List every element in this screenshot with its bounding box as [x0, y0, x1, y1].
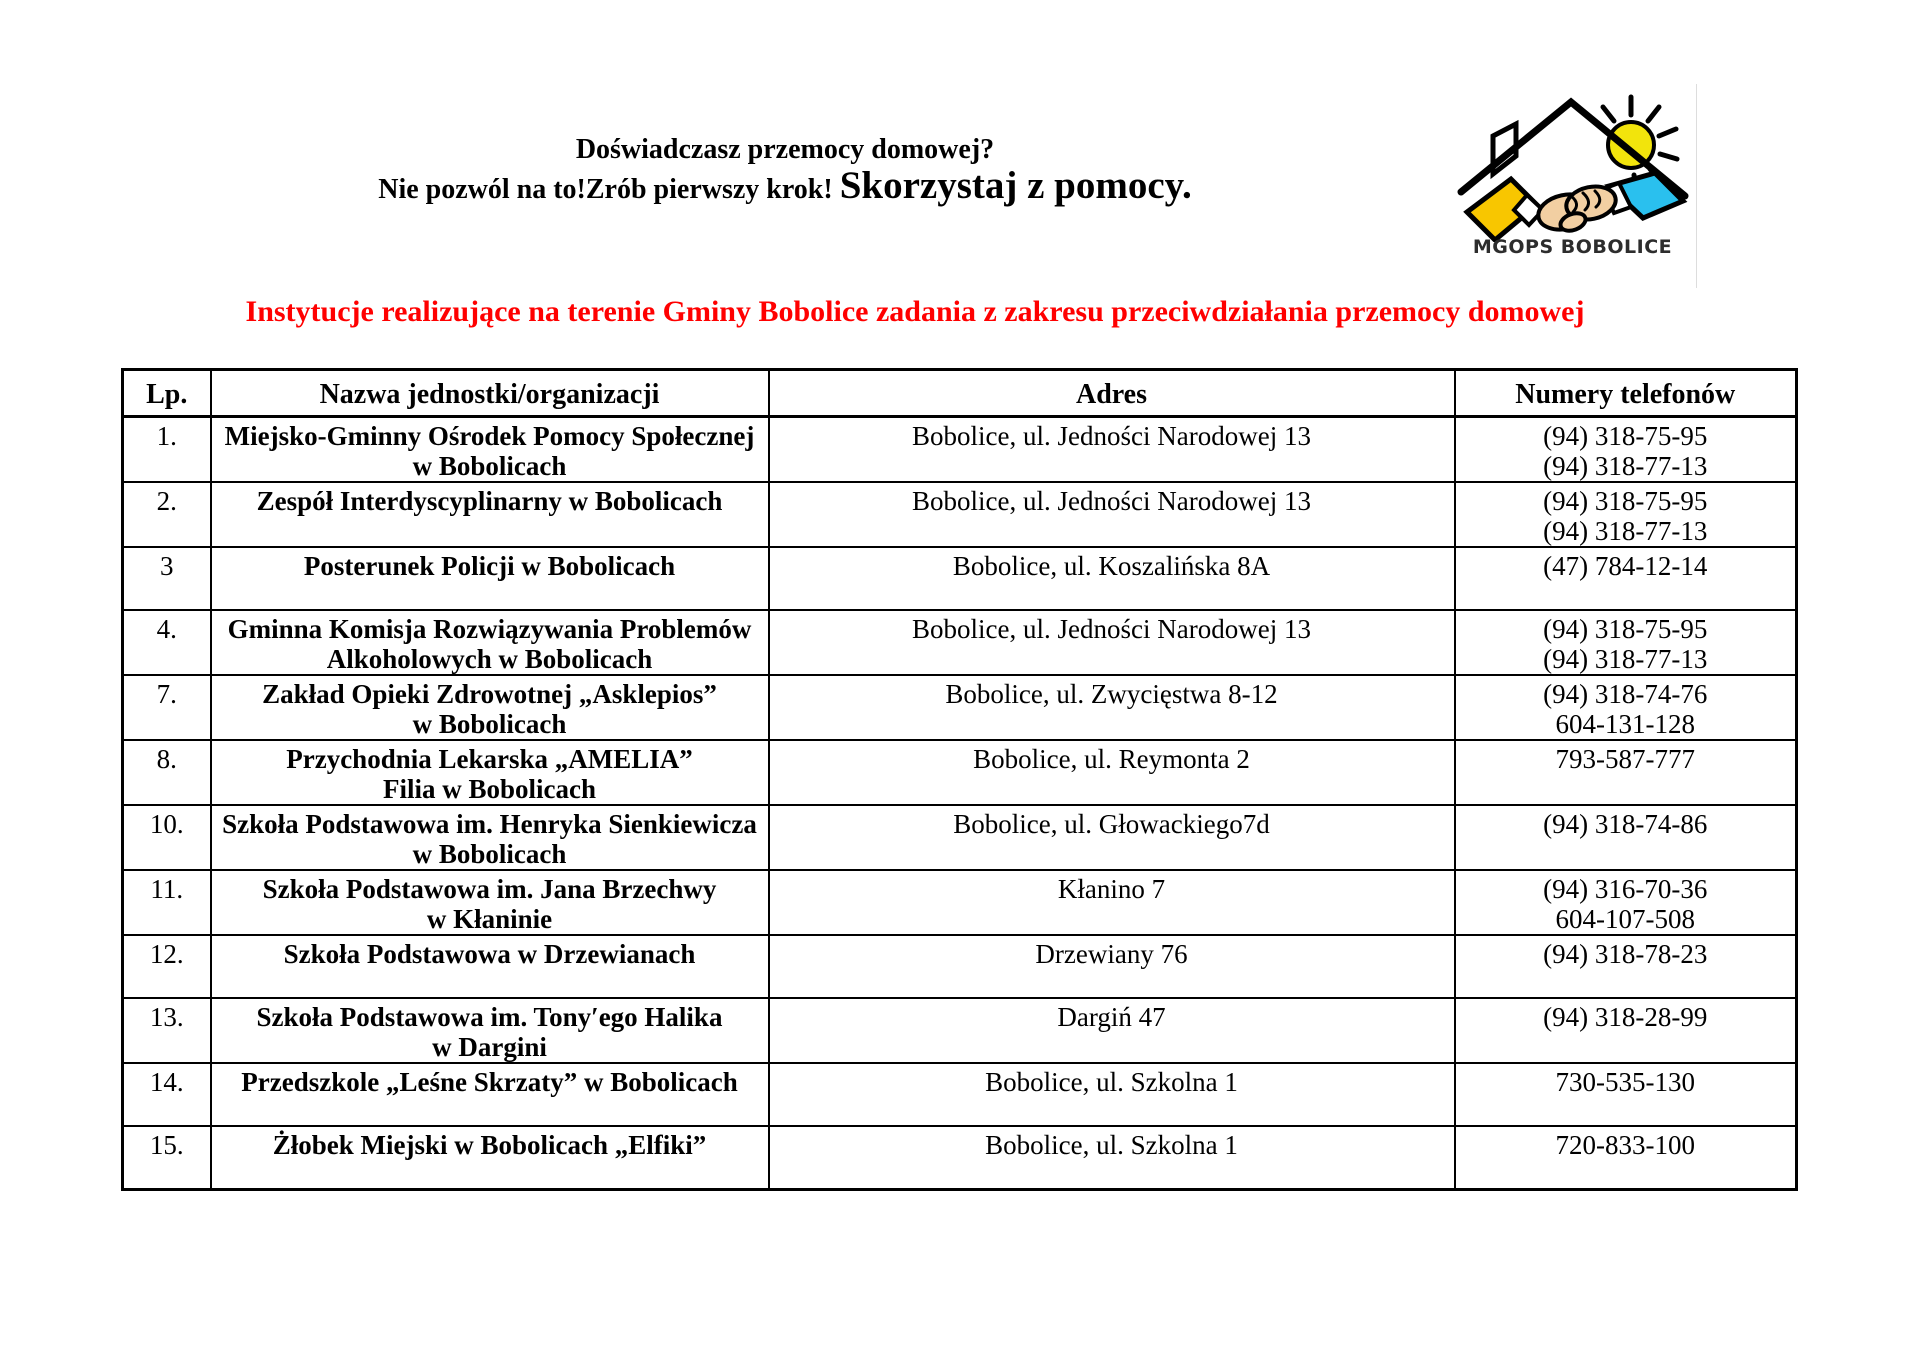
phone-line-1: (94) 318-74-76	[1543, 679, 1708, 709]
org-name-line-1: Szkoła Podstawowa im. Henryka Sienkiewicza	[222, 809, 757, 839]
org-name-cell	[211, 870, 769, 935]
table-row	[123, 482, 1797, 547]
table-row	[123, 805, 1797, 870]
address-cell: Bobolice, ul. Szkolna 1	[769, 1063, 1455, 1126]
table-header-row	[123, 370, 1797, 417]
row-number: 10.	[123, 805, 211, 870]
org-name-line-1: Żłobek Miejski w Bobolicach „Elfiki”	[272, 1130, 707, 1160]
col-header-address: Adres	[769, 370, 1455, 417]
table-row	[123, 870, 1797, 935]
phone-line-1: (94) 318-75-95	[1543, 421, 1708, 451]
address-cell: Drzewiany 76	[769, 935, 1455, 998]
phone-line-1: (94) 318-74-86	[1543, 809, 1708, 839]
table-row	[123, 998, 1797, 1063]
phone-cell	[1455, 610, 1797, 675]
row-number: 7.	[123, 675, 211, 740]
table-row	[123, 1126, 1797, 1189]
headline-normal-text: Nie pozwól na to!Zrób pierwszy krok!	[378, 174, 840, 205]
org-name-line-1: Gminna Komisja Rozwiązywania Problemów	[227, 614, 752, 644]
org-name-cell	[211, 998, 769, 1063]
address-cell: Bobolice, ul. Jedności Narodowej 13	[769, 417, 1455, 483]
address-cell: Bobolice, ul. Jedności Narodowej 13	[769, 482, 1455, 547]
org-name-line-2: w Bobolicach	[412, 839, 567, 869]
phone-cell	[1455, 675, 1797, 740]
org-name-line-2: Alkoholowych w Bobolicach	[326, 644, 653, 674]
headline-emphasis-text: Skorzystaj z pomocy.	[839, 164, 1192, 207]
org-name-line-1: Przychodnia Lekarska „AMELIA”	[286, 744, 693, 774]
address-cell: Dargiń 47	[769, 998, 1455, 1063]
org-name-line-2: w Kłaninie	[426, 904, 553, 934]
phone-cell	[1455, 805, 1797, 870]
headline-call-to-action	[0, 163, 1570, 213]
table-row	[123, 417, 1797, 483]
page-title: Instytucje realizujące na terenie Gminy Bobolice zadania z zakresu przeciwdziałania przemocy domowej	[245, 295, 1585, 328]
table-row	[123, 675, 1797, 740]
row-number: 3	[123, 547, 211, 610]
logo-caption: MGOPS BOBOLICE	[1472, 236, 1673, 258]
phone-line-2: (94) 318-77-13	[1543, 516, 1708, 546]
phone-line-1: (94) 318-75-95	[1543, 486, 1708, 516]
headline-question: Doświadczasz przemocy domowej?	[575, 134, 995, 165]
address-cell: Bobolice, ul. Głowackiego7d	[769, 805, 1455, 870]
org-name-line-1: Szkoła Podstawowa im. Tony′ego Halika	[256, 1002, 723, 1032]
house-sun-handshake-icon	[1453, 84, 1693, 242]
org-name-line-1: Posterunek Policji w Bobolicach	[303, 551, 676, 581]
row-number: 8.	[123, 740, 211, 805]
org-name-line-1: Szkoła Podstawowa im. Jana Brzechwy	[262, 874, 717, 904]
phone-line-1: (47) 784-12-14	[1543, 551, 1708, 581]
phone-line-2: 604-107-508	[1555, 904, 1695, 934]
org-name-cell	[211, 610, 769, 675]
org-name-line-2: w Bobolicach	[412, 451, 567, 481]
phone-cell	[1455, 1126, 1797, 1189]
org-name-line-1: Szkoła Podstawowa w Drzewianach	[283, 939, 696, 969]
org-name-cell	[211, 740, 769, 805]
row-number: 13.	[123, 998, 211, 1063]
org-name-line-1: Przedszkole „Leśne Skrzaty” w Bobolicach	[241, 1067, 738, 1097]
org-name-cell	[211, 482, 769, 547]
row-number: 4.	[123, 610, 211, 675]
phone-line-1: 720-833-100	[1555, 1130, 1695, 1160]
table-row	[123, 740, 1797, 805]
row-number: 12.	[123, 935, 211, 998]
row-number: 15.	[123, 1126, 211, 1189]
col-header-lp: Lp.	[123, 370, 211, 417]
phone-cell	[1455, 998, 1797, 1063]
row-number: 2.	[123, 482, 211, 547]
phone-line-1: (94) 318-28-99	[1543, 1002, 1708, 1032]
row-number: 11.	[123, 870, 211, 935]
address-cell: Bobolice, ul. Koszalińska 8A	[769, 547, 1455, 610]
phone-line-2: 604-131-128	[1555, 709, 1695, 739]
phone-cell	[1455, 547, 1797, 610]
phone-line-1: 730-535-130	[1555, 1067, 1695, 1097]
org-name-cell	[211, 675, 769, 740]
org-name-line-2: w Bobolicach	[412, 709, 567, 739]
phone-line-2: (94) 318-77-13	[1543, 451, 1708, 481]
col-header-name: Nazwa jednostki/organizacji	[211, 370, 769, 417]
org-name-cell	[211, 935, 769, 998]
org-name-line-1: Miejsko-Gminny Ośrodek Pomocy Społecznej	[224, 421, 755, 451]
org-name-cell	[211, 417, 769, 483]
org-name-cell	[211, 805, 769, 870]
org-name-line-2: w Dargini	[432, 1032, 547, 1062]
phone-cell	[1455, 870, 1797, 935]
phone-line-1: (94) 318-75-95	[1543, 614, 1708, 644]
phone-line-1: 793-587-777	[1555, 744, 1695, 774]
phone-cell	[1455, 1063, 1797, 1126]
phone-cell	[1455, 740, 1797, 805]
org-name-cell	[211, 1126, 769, 1189]
handshake-icon	[1467, 173, 1683, 240]
phone-cell	[1455, 417, 1797, 483]
phone-line-1: (94) 318-78-23	[1543, 939, 1708, 969]
org-name-line-2: Filia w Bobolicach	[382, 774, 596, 804]
institutions-table	[121, 368, 1798, 1191]
address-cell: Bobolice, ul. Szkolna 1	[769, 1126, 1455, 1189]
col-header-phones: Numery telefonów	[1455, 370, 1797, 417]
table-row	[123, 610, 1797, 675]
phone-cell	[1455, 935, 1797, 998]
table-row	[123, 1063, 1797, 1126]
address-cell: Kłanino 7	[769, 870, 1455, 935]
org-name-cell	[211, 1063, 769, 1126]
address-cell: Bobolice, ul. Reymonta 2	[769, 740, 1455, 805]
org-name-line-1: Zespół Interdyscyplinarny w Bobolicach	[256, 486, 723, 516]
phone-line-1: (94) 316-70-36	[1543, 874, 1708, 904]
address-cell: Bobolice, ul. Zwycięstwa 8-12	[769, 675, 1455, 740]
org-name-cell	[211, 547, 769, 610]
phone-line-2: (94) 318-77-13	[1543, 644, 1708, 674]
row-number: 14.	[123, 1063, 211, 1126]
phone-cell	[1455, 482, 1797, 547]
row-number: 1.	[123, 417, 211, 483]
table-row	[123, 547, 1797, 610]
mgops-logo	[1449, 84, 1697, 288]
org-name-line-1: Zakład Opieki Zdrowotnej „Asklepios”	[262, 679, 717, 709]
table-row	[123, 935, 1797, 998]
address-cell: Bobolice, ul. Jedności Narodowej 13	[769, 610, 1455, 675]
